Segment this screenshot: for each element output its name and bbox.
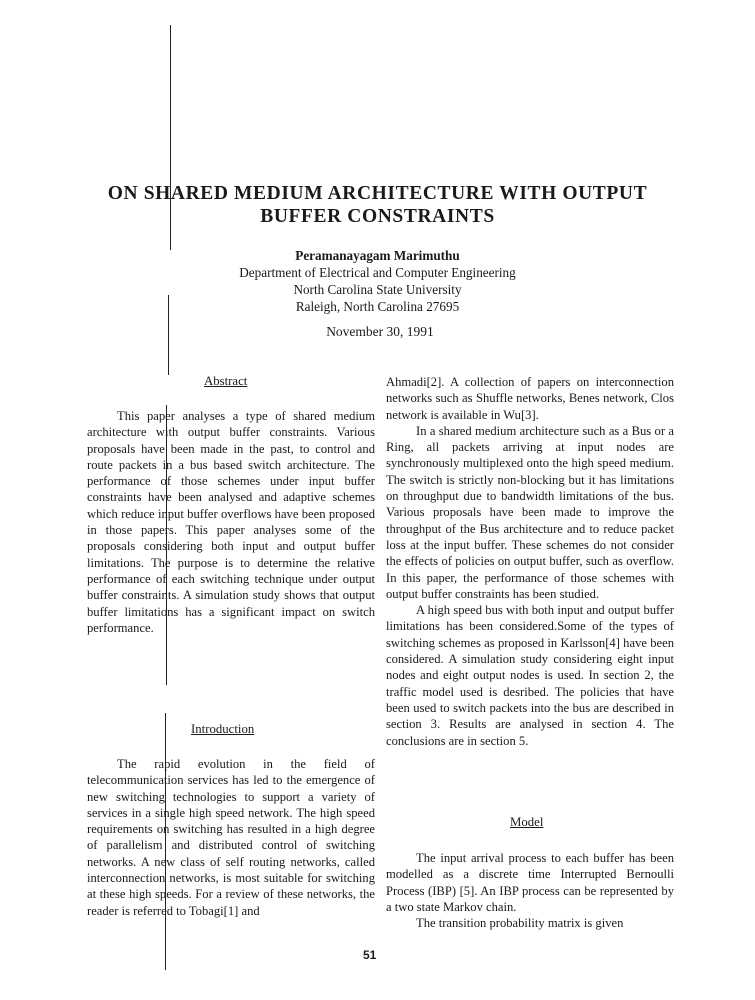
introduction-paragraph-1: The rapid evolution in the field of telecommunication services has led to the emergence of new switching technologies to support a variety of services in a single high speed network. The high speed requirements on switching has resulted in a high degree of parallelism and distributed control of switching networks. A new class of self routing networks, called interconnection networks, is most suitable for switching at these high speeds. For a review of these networks, the reader is referred to Tobagi[1] and	[87, 757, 375, 918]
author-block	[0, 247, 755, 315]
affiliation-university: North Carolina State University	[293, 282, 462, 297]
introduction-heading: Introduction	[191, 722, 255, 736]
paper-title	[0, 182, 755, 228]
introduction-paragraph-2: In a shared medium architecture such as a Bus or a Ring, all packets arriving at input nodes are synchronously multiplexed onto the high speed medium. The switch is strictly non-blocking but it has limitations on throughput due to bandwidth limitations of the bus. Various proposals have been made to improve the throughput of the Bus architecture and to reduce packet loss at the input buffer. These schemes do not consider the effects of policies on output buffer, such as overflow. In this paper, the performance of those schemes with output buffer constraints has been studied.	[386, 423, 674, 601]
introduction-paragraph-3: A high speed bus with both input and output buffer limitations has been considered.Some of the types of switching schemes as proposed in Karlsson[4] have been considered. A simulation study considering eight input nodes and eight output nodes is used. In section 2, the traffic model used is desribed. The policies that have been used to switch packets into the bus are described in section 3. Results are analysed in section 4. The conclusions are in section 5.	[386, 603, 674, 748]
paper-date: November 30, 1991	[326, 324, 434, 339]
model-heading: Model	[510, 815, 544, 829]
affiliation-department: Department of Electrical and Computer Engineering	[239, 265, 516, 280]
model-body	[386, 850, 674, 931]
abstract-heading: Abstract	[204, 374, 248, 388]
author-name: Peramanayagam Marimuthu	[295, 248, 460, 263]
abstract-body	[87, 408, 375, 636]
introduction-body-left	[87, 756, 375, 919]
introduction-body-right	[386, 374, 674, 749]
introduction-paragraph-1-cont: Ahmadi[2]. A collection of papers on interconnection networks such as Shuffle networks, Benes network, Clos network is available in Wu[3].	[386, 375, 674, 422]
affiliation-city: Raleigh, North Carolina 27695	[295, 299, 460, 314]
title-line-2: BUFFER CONSTRAINTS	[260, 206, 495, 227]
page-number: 51	[363, 948, 377, 962]
model-paragraph-1: The input arrival process to each buffer has been modelled as a discrete time Interrupted Bernoulli Process (IBP) [5]. An IBP process can be represented by a two state Markov chain.	[386, 851, 674, 914]
abstract-paragraph: This paper analyses a type of shared medium architecture with output buffer constraints. Various proposals have been made in the past, to control and route packets in a bus based switch architecture. The performance of those schemes under input buffer constraints have been analysed and adaptive schemes which reduce input buffer overflows have been proposed in those papers. This paper analyses some of the proposals considering both input and output buffer limitations. The purpose is to determine the relative performance of each switching technique under output buffer constraints. A simulation study shows that output buffer limitations has a significant impact on switch performance.	[87, 409, 375, 635]
title-line-1: ON SHARED MEDIUM ARCHITECTURE WITH OUTPUT	[107, 183, 648, 204]
model-paragraph-2: The transition probability matrix is given	[416, 916, 624, 931]
